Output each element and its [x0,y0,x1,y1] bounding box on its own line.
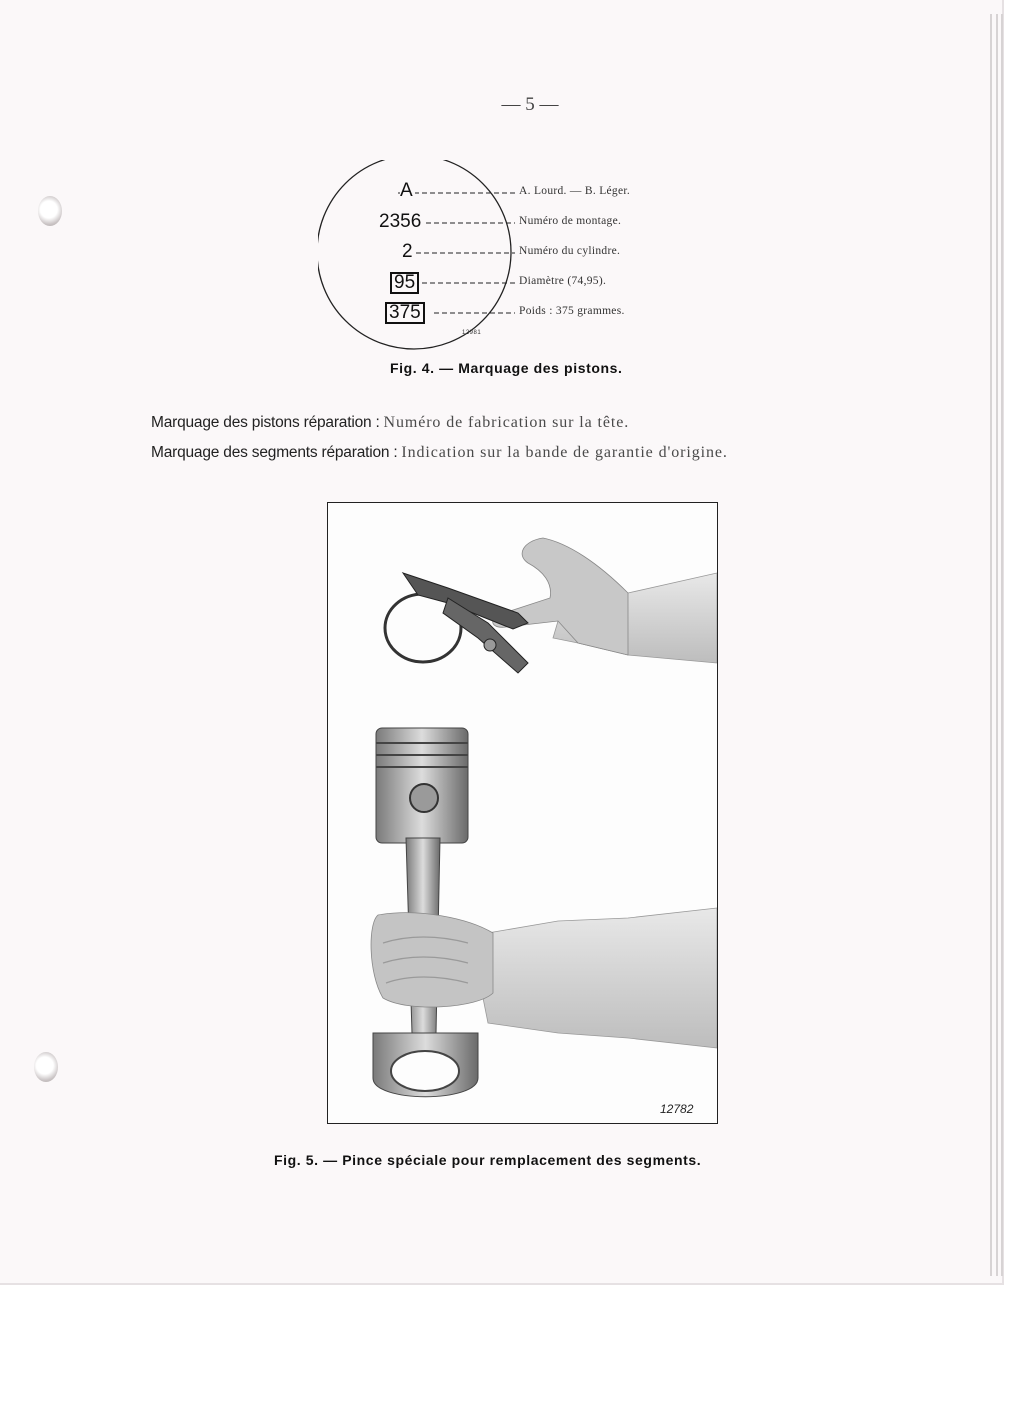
figure5-ref: 12782 [660,1102,694,1116]
photo-illustration [328,503,717,1123]
diameter-code: 95 [390,272,419,294]
cylinder-number-code: 2 [402,241,413,262]
assembly-number-code: 2356 [379,211,422,232]
segments-repair-text: Indication sur la bande de garantie d'origine. [401,444,728,461]
diameter-label: Diamètre (74,95). [519,275,607,287]
weight-code: 375 [385,302,425,324]
segments-repair-lead: Marquage des segments réparation : [151,444,398,461]
binder-hole [34,1052,58,1082]
piston-ring-pliers-photo [327,502,718,1124]
binder-hole [38,196,62,226]
gudgeon-pin [410,784,438,812]
weight-class-code: A [400,180,413,201]
piston-marking-diagram [318,160,678,350]
cylinder-number-label: Numéro du cylindre. [519,245,621,257]
weight-class-label: A. Lourd. — B. Léger. [519,185,631,197]
pliers-pivot [484,639,496,651]
figure5-caption: Fig. 5. — Pince spéciale pour remplacement des segments. [274,1152,702,1168]
page-edge [996,14,998,1276]
page-edge [1001,14,1003,1276]
lower-sleeve [478,908,717,1048]
figure4-ref: 12981 [462,330,482,336]
page-edge [990,14,992,1276]
figure4-caption: Fig. 4. — Marquage des pistons. [390,360,623,376]
segments-repair-line [151,444,728,462]
pistons-repair-text: Numéro de fabrication sur la tête. [383,414,630,431]
weight-label: Poids : 375 grammes. [519,305,625,317]
pistons-repair-lead: Marquage des pistons réparation : [151,414,380,431]
assembly-number-label: Numéro de montage. [519,215,622,227]
lower-hand [371,913,493,1007]
page-number: — 5 — [501,94,559,115]
pistons-repair-line [151,414,629,432]
